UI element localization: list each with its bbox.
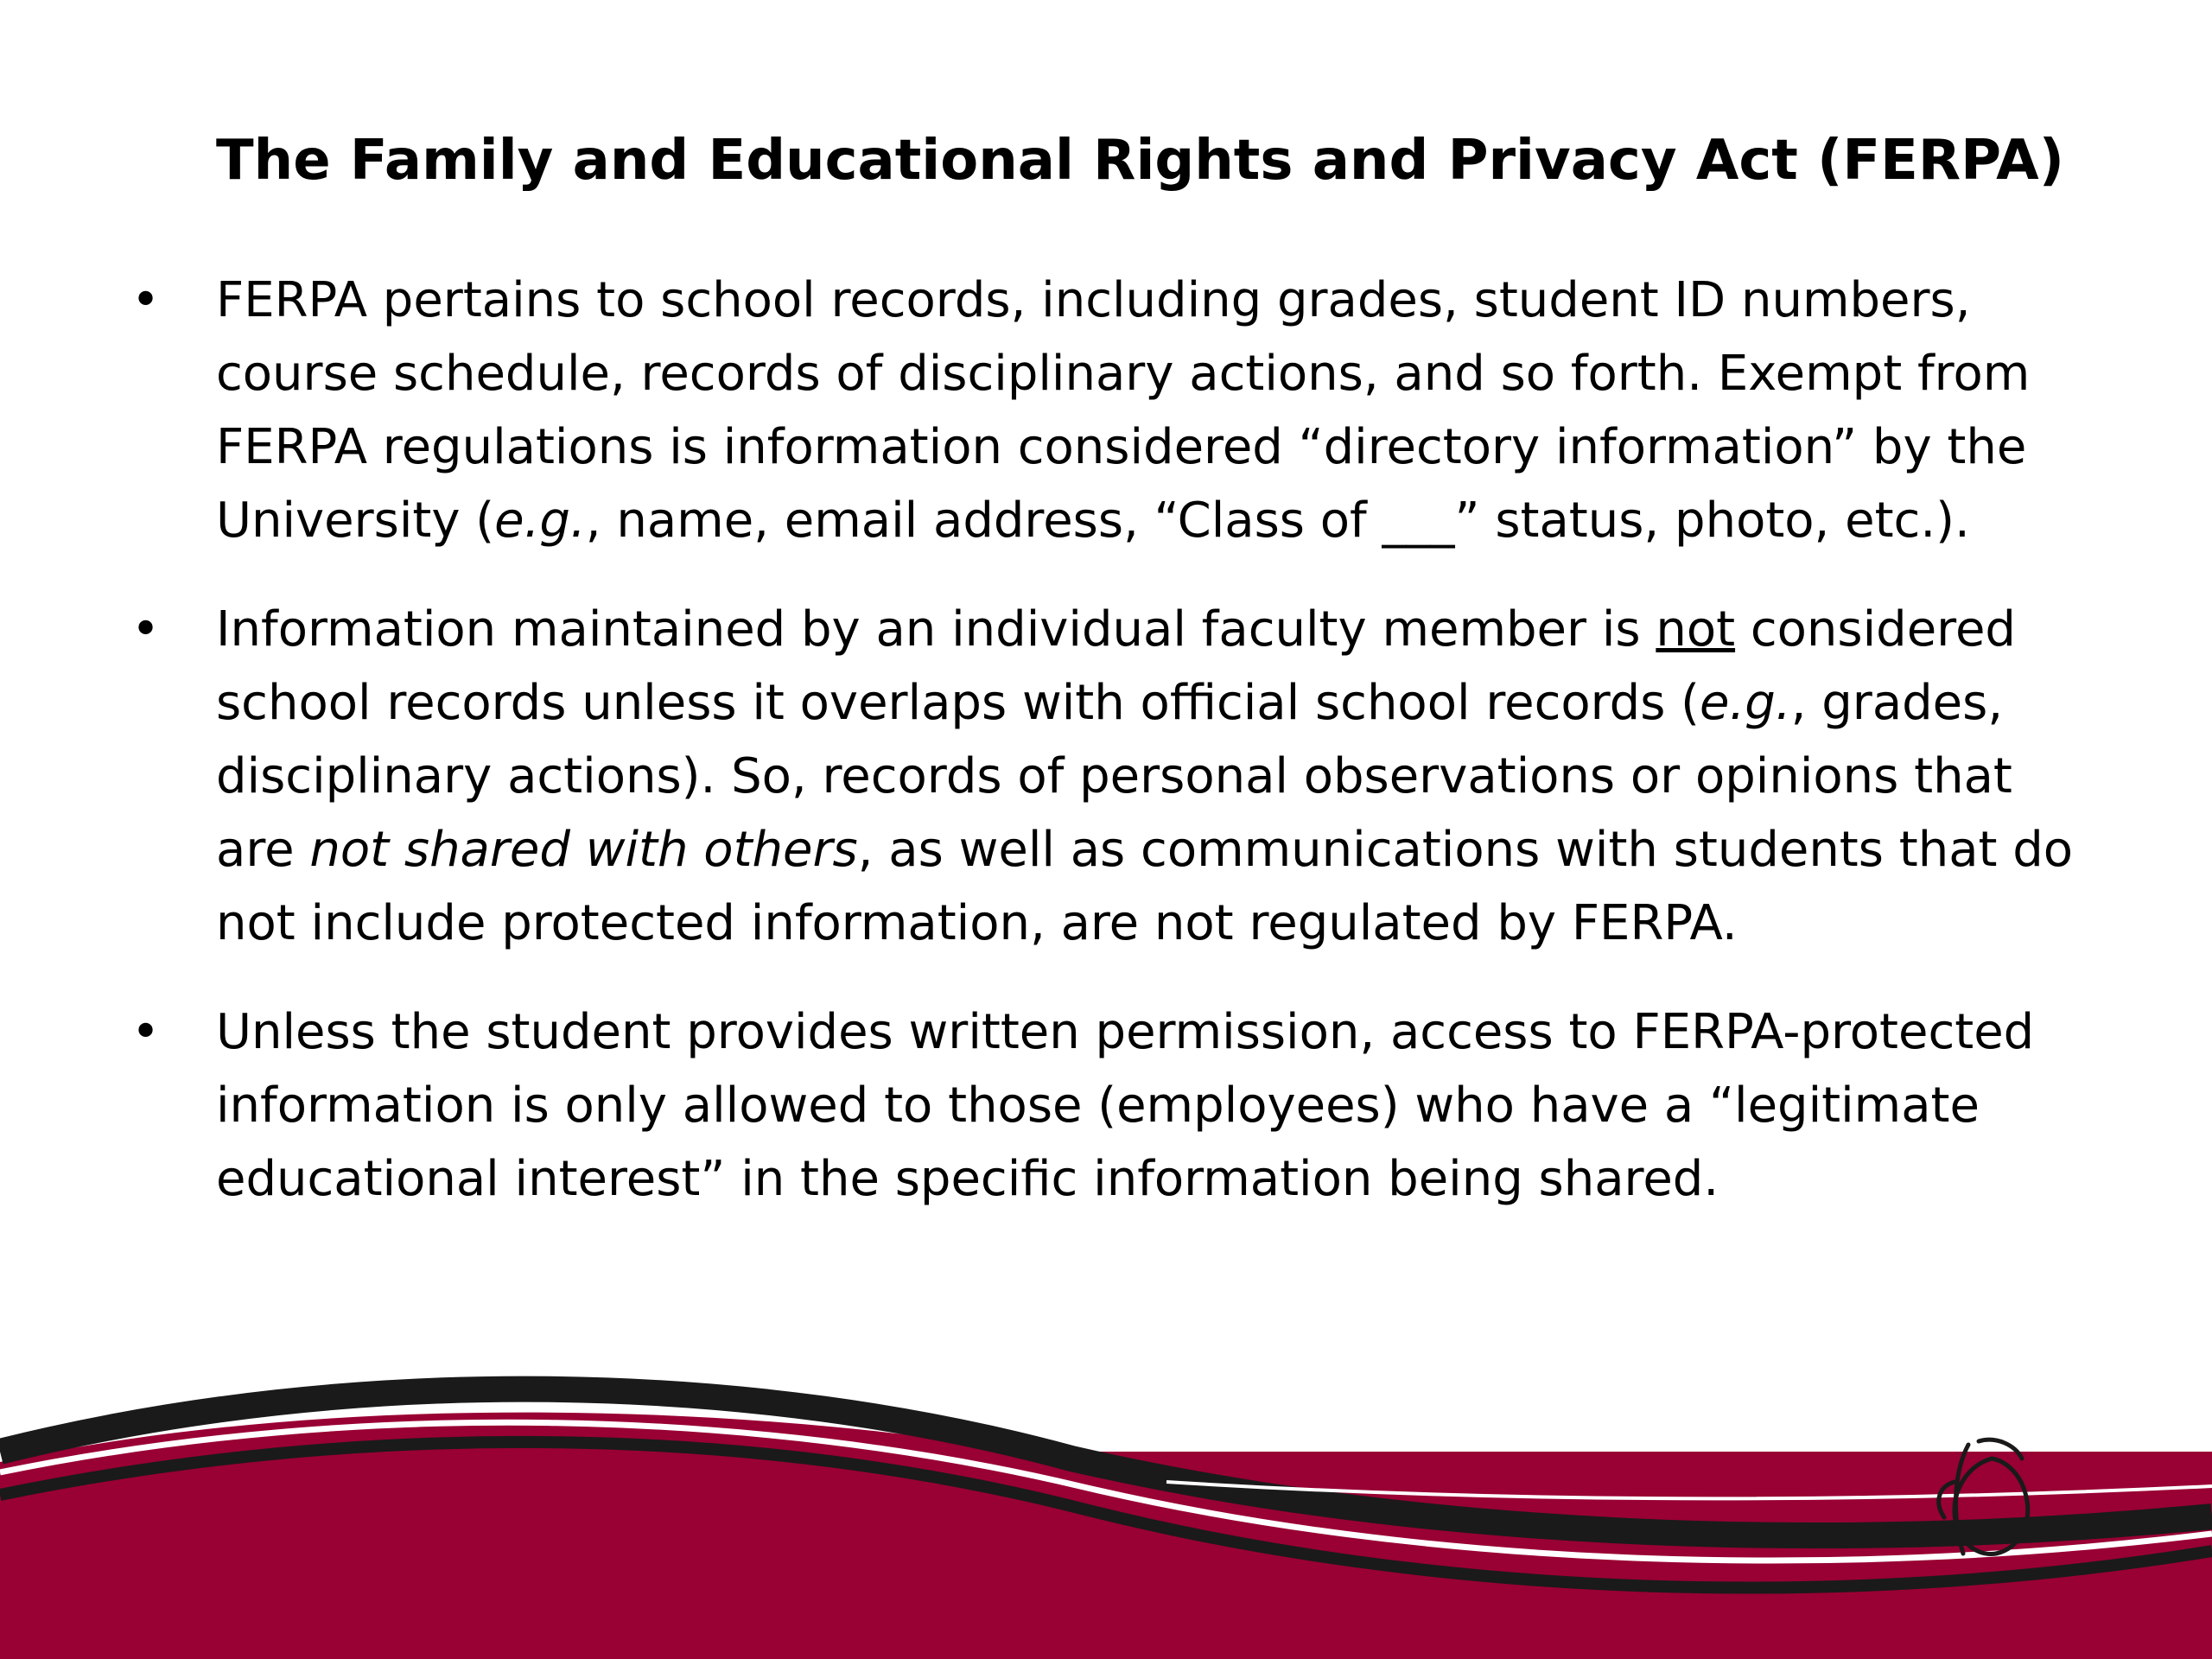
bullet-text-italic: not shared with others	[309, 822, 858, 878]
bullet-text: , name, email address, “Class of ___” status, photo, etc.).	[585, 493, 1970, 549]
bullet-text: , as well as communications with students that do not include protected information, are not regulated by FERPA.	[216, 822, 2074, 951]
slide-title: The Family and Educational Rights and Privacy Act (FERPA)	[216, 129, 2064, 193]
bullet-item	[216, 593, 2082, 960]
footer-wave-decoration	[0, 1365, 2212, 1659]
bullet-text: Unless the student provides written permission, access to FERPA-protected information is only allowed to those (employees) who have a “legitimate educational interest” in the specific information being shared.	[216, 1004, 2035, 1207]
bullet-text: , grades, disciplinary actions). So, records of personal observations or opinions that are	[216, 675, 2012, 878]
bullet-list	[216, 264, 2082, 1251]
bullet-text: considered school records unless it overlaps with official school records (	[216, 601, 2016, 731]
bullet-text-underline: not	[1656, 601, 1736, 658]
bullet-item	[216, 995, 2082, 1216]
bullet-item	[216, 264, 2082, 557]
bullet-text: Information maintained by an individual faculty member is	[216, 601, 1656, 658]
bullet-text-italic: e.g.	[494, 493, 586, 549]
bullet-text-italic: e.g.	[1700, 675, 1791, 731]
bullet-text: FERPA pertains to school records, including grades, student ID numbers, course schedule, records of disciplinary actions, and so forth. Exempt from FERPA regulations is information considered “directory information” by the University (	[216, 272, 2031, 549]
